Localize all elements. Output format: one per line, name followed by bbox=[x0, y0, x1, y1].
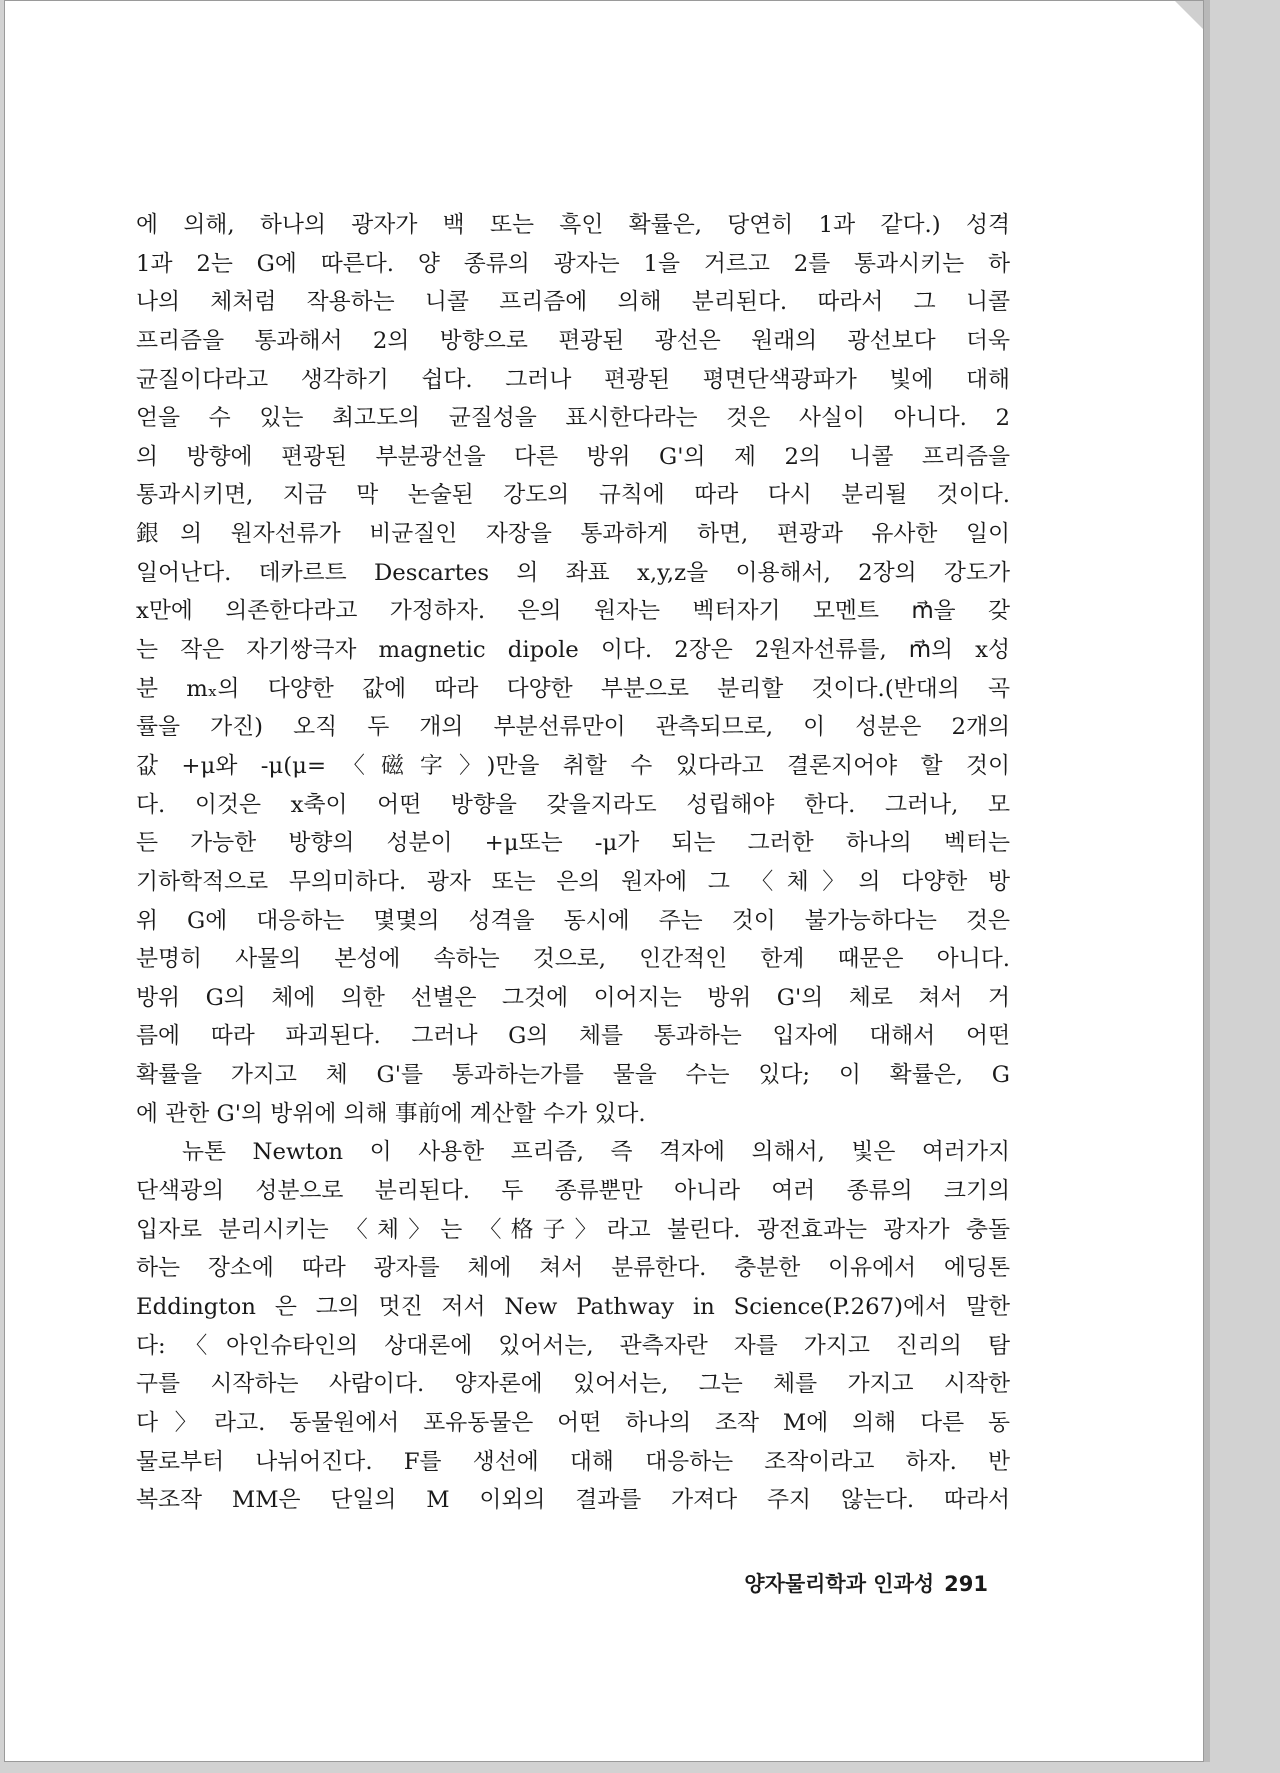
text-line: 는 작은 자기쌍극자 magnetic dipole 이다. 2장은 2원자선류를, m⃗의 x성 bbox=[136, 637, 1010, 664]
text-line: 복조작 MM은 단일의 M 이외의 결과를 가져다 주지 않는다. 따라서 bbox=[136, 1487, 1010, 1514]
text-line: 분명히 사물의 본성에 속하는 것으로, 인간적인 한계 때문은 아니다. bbox=[136, 946, 1010, 973]
text-line: 다:〈아인슈타인의 상대론에 있어서는, 관측자란 자를 가지고 진리의 탐 bbox=[136, 1332, 1010, 1359]
text-line: x만에 의존한다라고 가정하자. 은의 원자는 벡터자기 모멘트 m⃗을 갖 bbox=[136, 598, 1010, 625]
text-line: 다. 이것은 x축이 어떤 방향을 갖을지라도 성립해야 한다. 그러나, 모 bbox=[136, 791, 1010, 818]
text-line: 에 의해, 하나의 광자가 백 또는 흑인 확률은, 당연히 1과 같다.) 성격 bbox=[136, 212, 1010, 238]
running-footer bbox=[640, 1568, 988, 1598]
text-line: 기하학적으로 무의미하다. 광자 또는 은의 원자에 그 〈체〉의 다양한 방 bbox=[136, 868, 1010, 895]
text-line: 입자로 분리시키는 〈체〉는 〈格子〉라고 불린다. 광전효과는 광자가 충돌 bbox=[136, 1216, 1010, 1243]
text-line: 銀의 원자선류가 비균질인 자장을 통과하게 하면, 편광과 유사한 일이 bbox=[136, 521, 1010, 548]
text-line: 름에 따라 파괴된다. 그러나 G의 체를 통과하는 입자에 대해서 어떤 bbox=[136, 1023, 1010, 1050]
text-line: 확률을 가지고 체 G'를 통과하는가를 물을 수는 있다; 이 확률은, G bbox=[136, 1062, 1010, 1089]
text-line: 구를 시작하는 사람이다. 양자론에 있어서는, 그는 체를 가지고 시작한 bbox=[136, 1371, 1010, 1398]
text-line: 단색광의 성분으로 분리된다. 두 종류뿐만 아니라 여러 종류의 크기의 bbox=[136, 1178, 1010, 1205]
footer-title: 양자물리학과 인과성 bbox=[744, 1572, 935, 1596]
text-line: 의 방향에 편광된 부분광선을 다른 방위 G'의 제 2의 니콜 프리즘을 bbox=[136, 443, 1010, 470]
text-line: 통과시키면, 지금 막 논술된 강도의 규칙에 따라 다시 분리될 것이다. bbox=[136, 482, 1010, 509]
text-line: 률을 가진) 오직 두 개의 부분선류만이 관측되므로, 이 성분은 2개의 bbox=[136, 714, 1010, 741]
text-line: 다〉라고. 동물원에서 포유동물은 어떤 하나의 조작 M에 의해 다른 동 bbox=[136, 1409, 1010, 1436]
text-line: 균질이다라고 생각하기 쉽다. 그러나 편광된 평면단색광파가 빛에 대해 bbox=[136, 366, 1010, 393]
text-line: 방위 G의 체에 의한 선별은 그것에 이어지는 방위 G'의 체로 쳐서 거 bbox=[136, 984, 1010, 1011]
text-line: 물로부터 나뉘어진다. F를 생선에 대해 대응하는 조작이라고 하자. 반 bbox=[136, 1448, 1010, 1475]
text-line: 뉴톤 Newton 이 사용한 프리즘, 즉 격자에 의해서, 빛은 여러가지 bbox=[182, 1139, 1010, 1166]
text-line: 프리즘을 통과해서 2의 방향으로 편광된 광선은 원래의 광선보다 더욱 bbox=[136, 327, 1010, 354]
body-text bbox=[136, 206, 1010, 1520]
text-line: 나의 체처럼 작용하는 니콜 프리즘에 의해 분리된다. 따라서 그 니콜 bbox=[136, 289, 1010, 316]
text-line: 하는 장소에 따라 광자를 체에 쳐서 분류한다. 충분한 이유에서 에딩톤 bbox=[136, 1255, 1010, 1282]
text-line: 일어난다. 데카르트 Descartes 의 좌표 x,y,z을 이용해서, 2장의 강도가 bbox=[136, 559, 1010, 586]
text-line: 얻을 수 있는 최고도의 균질성을 표시한다라는 것은 사실이 아니다. 2 bbox=[136, 405, 1010, 432]
text-line: 든 가능한 방향의 성분이 +μ또는 -μ가 되는 그러한 하나의 벡터는 bbox=[136, 830, 1010, 857]
page-number: 291 bbox=[944, 1572, 988, 1596]
text-line: 1과 2는 G에 따른다. 양 종류의 광자는 1을 거르고 2를 통과시키는 하 bbox=[136, 250, 1010, 277]
text-line: 값 +μ와 -μ(μ=〈磁字〉)만을 취할 수 있다라고 결론지어야 할 것이 bbox=[136, 752, 1010, 779]
text-line: Eddington 은 그의 멋진 저서 New Pathway in Science(P.267)에서 말한 bbox=[136, 1293, 1010, 1320]
text-line: 에 관한 G'의 방위에 의해 事前에 계산할 수가 있다. bbox=[136, 1100, 646, 1127]
text-line: 분 mₓ의 다양한 값에 따라 다양한 부분으로 분리할 것이다.(반대의 곡 bbox=[136, 675, 1010, 702]
page-corner bbox=[1175, 1, 1203, 29]
text-line: 위 G에 대응하는 몇몇의 성격을 동시에 주는 것이 불가능하다는 것은 bbox=[136, 907, 1010, 934]
